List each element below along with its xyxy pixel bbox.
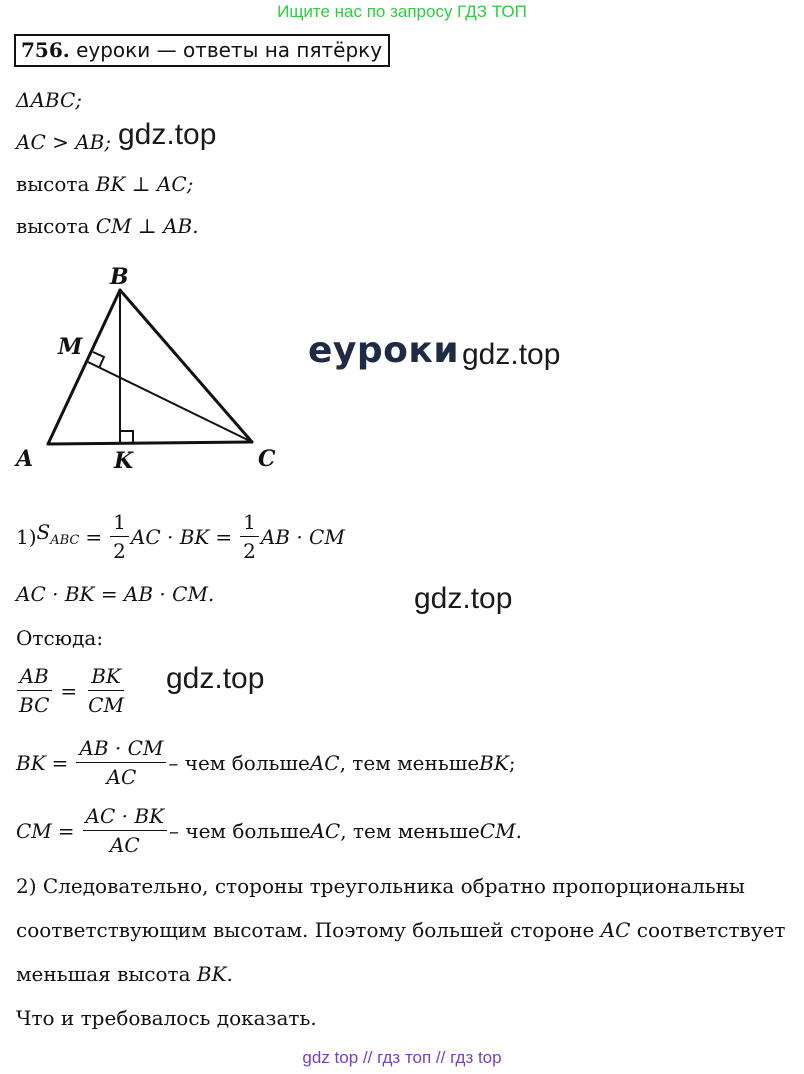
bk-line (16, 736, 516, 789)
cm-equals: = (57, 818, 75, 843)
watermark-eyroki: еуроки (308, 330, 460, 371)
half-fraction-2: $\frac{1}{2}$ (240, 510, 259, 563)
cm-lhs: CM (16, 818, 52, 843)
area-symbol: $S_{ABC}$ (36, 520, 80, 548)
ratio-right: $\frac{BK}{CM}$ (88, 664, 124, 717)
watermark-gdz: gdz.top (166, 662, 265, 695)
term-ac-bk: AC · BK (130, 524, 210, 549)
cm-mid: , тем меньше (340, 818, 480, 843)
step1-prefix: 1) (16, 524, 37, 549)
side-ab (48, 290, 120, 444)
cm-end: . (515, 818, 522, 843)
side-bc (120, 290, 252, 442)
given-height-bk (16, 172, 193, 196)
bk-equals: = (51, 750, 69, 775)
equals-1: = (85, 524, 103, 549)
bottom-banner: gdz top // гдз топ // гдз top (302, 1048, 502, 1067)
given-height-bk-word: высота (16, 172, 96, 196)
step2-line3: меньшая высота BK. (16, 962, 233, 986)
label-b: B (110, 264, 129, 290)
given-triangle: ΔABC; (16, 88, 82, 112)
bk-fraction: $\frac{AB \cdot CM}{AC}$ (76, 736, 166, 789)
given-height-cm-math: CM ⊥ AB. (95, 214, 199, 238)
term-ab-cm: AB · CM (260, 524, 345, 549)
label-a: A (16, 446, 34, 472)
bk-end: ; (508, 750, 516, 775)
label-m: M (58, 334, 83, 360)
cm-v1: AC (310, 818, 341, 843)
cm-fraction: $\frac{AC \cdot BK}{AC}$ (83, 804, 167, 857)
bk-v2: BK (479, 750, 509, 775)
triangle-figure (12, 262, 292, 477)
top-banner: Ищите нас по запросу ГДЗ ТОП (277, 2, 527, 21)
watermark-gdz: gdz.top (118, 118, 217, 151)
given-inequality: AC > AB; (16, 130, 112, 154)
ratio-equals: = (60, 678, 78, 703)
height-cm (88, 362, 252, 442)
step2-bk: BK (196, 962, 227, 986)
task-header (14, 34, 390, 67)
product-equality: AC · BK = AB · CM. (16, 582, 215, 606)
ratio-left: $\frac{AB}{BC}$ (16, 664, 52, 717)
otsyuda-text: Отсюда: (16, 626, 104, 650)
cm-line (16, 804, 522, 857)
task-number: 756. (21, 38, 70, 62)
bk-lhs: BK (16, 750, 46, 775)
label-k: K (114, 448, 134, 474)
step1-line (16, 510, 345, 563)
cm-v2: CM (479, 818, 516, 843)
conclusion: Что и требовалось доказать. (16, 1006, 317, 1030)
given-height-cm-word: высота (16, 214, 96, 238)
right-angle-k (120, 431, 133, 443)
label-c: C (258, 446, 276, 472)
bk-mid: , тем меньше (339, 750, 480, 775)
bk-v1: AC (309, 750, 340, 775)
bk-dash: – чем больше (168, 750, 310, 775)
side-ac (48, 442, 252, 444)
task-header-text: еуроки — ответы на пятёрку (69, 38, 383, 62)
given-height-cm (16, 214, 199, 238)
given-height-bk-math: BK ⊥ AC; (95, 172, 194, 196)
watermark-gdz: gdz.top (414, 582, 513, 615)
ratio-line (14, 664, 129, 717)
cm-dash: – чем больше (169, 818, 311, 843)
step2-line2: соответствующим высотам. Поэтому большей стороне AC соответствует (16, 918, 786, 942)
equals-2: = (215, 524, 233, 549)
step2-ac: AC (600, 918, 631, 942)
area-subscript: ABC (50, 533, 80, 548)
half-fraction-1: $\frac{1}{2}$ (110, 510, 129, 563)
watermark-gdz: gdz.top (462, 338, 561, 371)
step2-line1: 2) Следовательно, стороны треугольника обратно пропорциональны (16, 874, 745, 898)
